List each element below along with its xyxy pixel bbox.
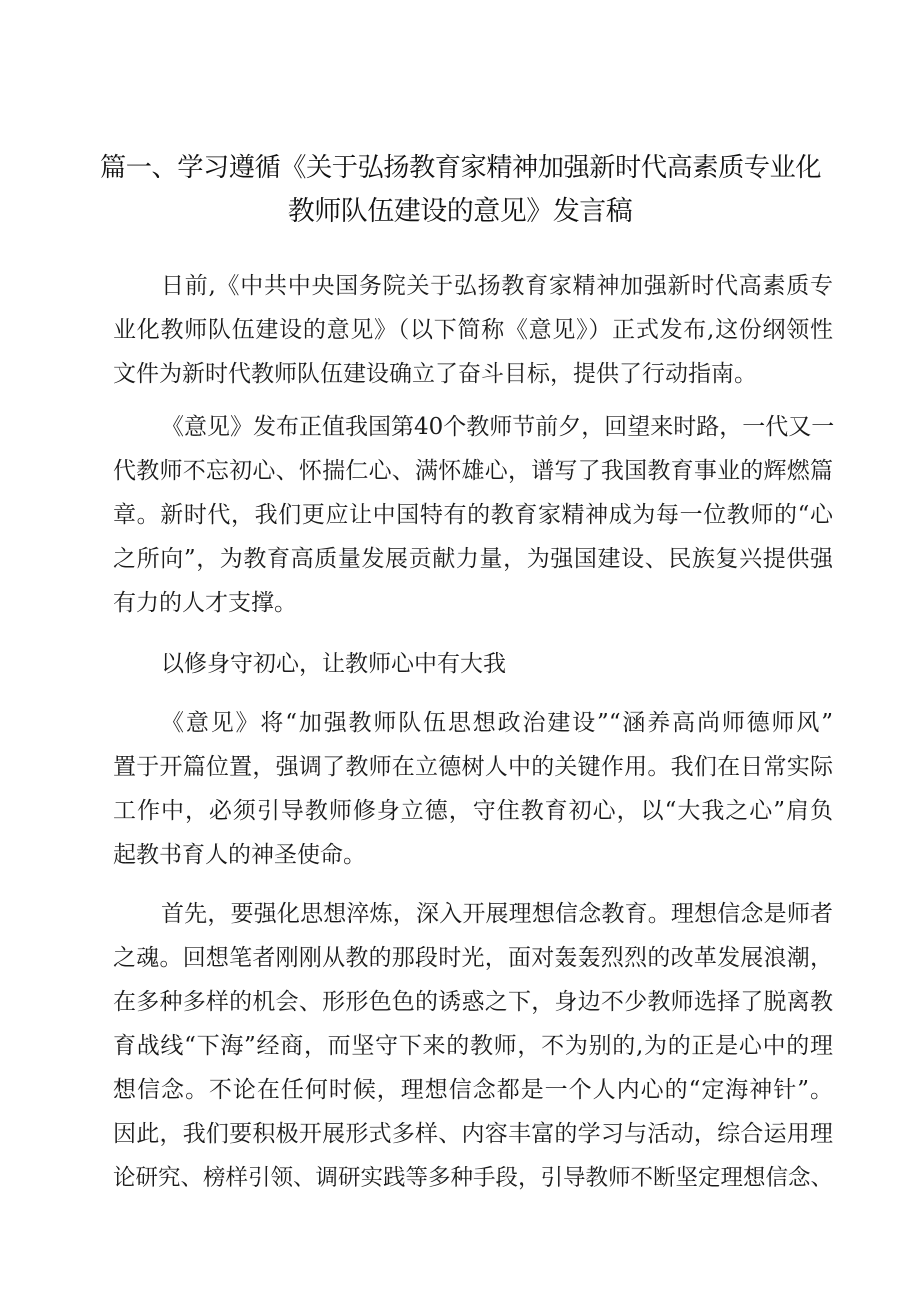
paragraph-line: 因此，我们要积极开展形式多样、内容丰富的学习与活动，综合运用理 — [113, 1121, 833, 1147]
section-heading — [113, 642, 833, 686]
paragraph-line: 置于开篇位置，强调了教师在立德树人中的关键作用。我们在日常实际 — [113, 754, 833, 780]
paragraph-intro — [113, 264, 833, 396]
paragraph-line: 文件为新时代教师队伍建设确立了奋斗目标，提供了行动指南。 — [113, 361, 757, 387]
section-heading-text: 以修身守初心，让教师心中有大我 — [161, 651, 506, 677]
paragraph-line: 想信念。不论在任何时候，理想信念都是一个人内心的“定海神针”。 — [113, 1077, 833, 1103]
paragraph-background — [113, 405, 833, 625]
paragraph-line: 首先，要强化思想淬炼，深入开展理想信念教育。理想信念是师者 — [161, 901, 833, 927]
paragraph-line: 工作中，必须引导教师修身立德，守住教育初心，以“大我之心”肩负 — [113, 798, 833, 824]
paragraph-line: 论研究、榜样引领、调研实践等多种手段，引导教师不断坚定理想信念、 — [113, 1165, 834, 1191]
paragraph-line: 育战线“下海”经商，而坚守下来的教师，不为别的,为的正是心中的理 — [113, 1033, 833, 1059]
paragraph-line: 《意见》将“加强教师队伍思想政治建设”“涵养高尚师德师风” — [161, 710, 833, 736]
title-line: 教师队伍建设的意见》发言稿 — [287, 196, 633, 227]
paragraph-line: 日前,《中共中央国务院关于弘扬教育家精神加强新时代高素质专 — [161, 273, 833, 299]
paragraph-line: 业化教师队伍建设的意见》（以下简称《意见》）正式发布,这份纲领性 — [113, 317, 833, 343]
paragraph-line: 《意见》发布正值我国第40个教师节前夕，回望来时路，一代又一 — [161, 414, 835, 440]
paragraph-line: 之所向”，为教育高质量发展贡献力量，为强国建设、民族复兴提供强 — [113, 546, 833, 572]
paragraph-line: 起教书育人的神圣使命。 — [113, 842, 366, 868]
title-line: 篇一、学习遵循《关于弘扬教育家精神加强新时代高素质专业化 — [100, 153, 821, 183]
document-title — [100, 146, 820, 234]
paragraph-line: 章。新时代，我们更应让中国特有的教育家精神成为每一位教师的“心 — [113, 502, 833, 528]
paragraph-line: 代教师不忘初心、怀揣仁心、满怀雄心，谱写了我国教育事业的辉燃篇 — [113, 458, 833, 484]
paragraph-first — [113, 892, 833, 1200]
paragraph-line: 有力的人才支撑。 — [113, 590, 297, 616]
paragraph-line: 之魂。回想笔者刚刚从教的那段时光，面对轰轰烈烈的改革发展浪潮， — [113, 945, 833, 971]
paragraph-line: 在多种多样的机会、形形色色的诱惑之下，身边不少教师选择了脱离教 — [113, 989, 833, 1015]
paragraph-opinion — [113, 701, 833, 877]
